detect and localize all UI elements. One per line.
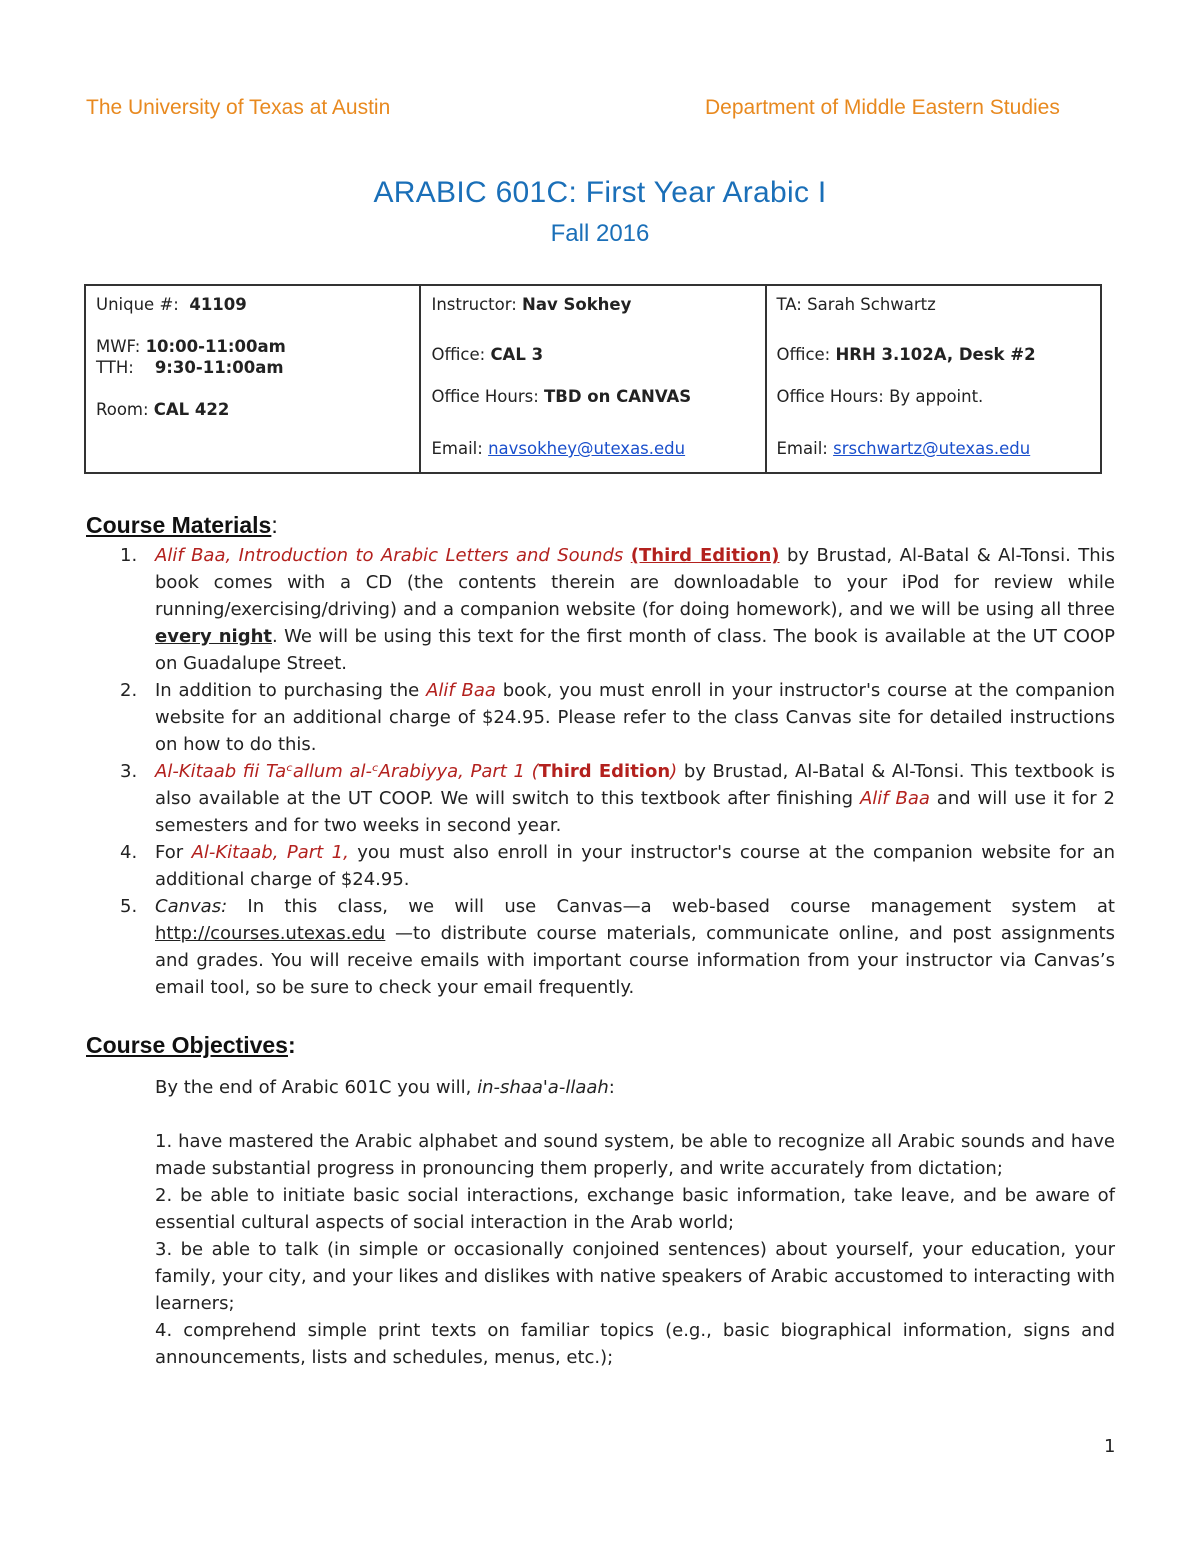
instructor-label: Instructor: <box>431 295 517 314</box>
instructor-office-value: CAL 3 <box>490 345 544 364</box>
course-materials-heading: Course Materials: <box>86 512 278 538</box>
instructor-email-link[interactable]: navsokhey@utexas.edu <box>488 439 686 458</box>
list-item: 2. be able to initiate basic social interactions, exchange basic information, take leave, and be aware of essential cultural aspects of social interaction in the Arab world; <box>155 1185 1115 1233</box>
ta-info-cell <box>766 285 1102 473</box>
canvas-label: Canvas: <box>155 896 228 917</box>
list-item: 3. be able to talk (in simple or occasionally conjoined sentences) about yourself, your education, your family, your city, and your likes and dislikes with native speakers of Arabic accustomed to interacting with learners; <box>155 1239 1115 1314</box>
list-item: 2. In addition to purchasing the Alif Baa book, you must enroll in your instructor's course at the companion website for an additional charge of $24.95. Please refer to the class Canvas site for detailed instructions on how to do this. <box>120 680 1115 755</box>
tth-label: TTH: <box>96 358 134 377</box>
instructor-hours-value: TBD on CANVAS <box>544 387 692 406</box>
instructor-name: Nav Sokhey <box>522 295 632 314</box>
unique-label: Unique #: <box>96 295 179 314</box>
instructor-hours-label: Office Hours: <box>431 387 539 406</box>
list-item: 4. For Al-Kitaab, Part 1, you must also enroll in your instructor's course at the companion website for an additional charge of $24.95. <box>120 842 1115 890</box>
section-info-cell <box>85 285 420 473</box>
list-item: 3. Al-Kitaab fii Taᶜallum al-ᶜArabiyya, Part 1 (Third Edition) by Brustad, Al-Batal & Al-Tonsi. This textbook is also available at the UT COOP. We will switch to this textbook after finishing Alif Baa and will use it for 2 semesters and for two weeks in second year. <box>120 761 1115 836</box>
book-title: Alif Baa <box>859 788 930 809</box>
objectives-intro: By the end of Arabic 601C you will, in-shaa'a-llaah: <box>155 1077 615 1098</box>
objectives-list <box>155 1128 1115 1371</box>
materials-list <box>120 542 1115 1001</box>
ta-label: TA: <box>776 295 802 314</box>
course-term: Fall 2016 <box>550 220 650 247</box>
ta-name: Sarah Schwartz <box>807 295 936 314</box>
edition-label: Third Edition <box>538 761 671 782</box>
book-title: Alif Baa <box>426 680 496 701</box>
list-item: 5. Canvas: In this class, we will use Canvas—a web-based course management system at http://courses.utexas.edu —to distribute course materials, communicate online, and post assignments and grades. You will receive emails with important course information from your instructor via Canvas’s email tool, so be sure to check your email frequently. <box>120 896 1115 998</box>
ta-email-link[interactable]: srschwartz@utexas.edu <box>833 439 1031 458</box>
ta-email-label: Email: <box>776 439 828 458</box>
book-title: Alif Baa, Introduction to Arabic Letters and Sounds <box>155 545 624 566</box>
tth-value: 9:30-11:00am <box>154 358 284 377</box>
instructor-office-label: Office: <box>431 345 486 364</box>
book-title: Al-Kitaab fii Taᶜallum al-ᶜArabiyya, Part 1 <box>155 761 525 782</box>
edition-label: (Third Edition) <box>630 545 780 566</box>
emphasis: every night <box>155 626 272 647</box>
book-title: Al-Kitaab, Part 1, <box>191 842 349 863</box>
list-item: 4. comprehend simple print texts on familiar topics (e.g., basic biographical information, signs and announcements, lists and schedules, menus, etc.); <box>155 1320 1115 1368</box>
course-title: ARABIC 601C: First Year Arabic I <box>373 176 827 209</box>
page-number: 1 <box>1104 1436 1116 1457</box>
department-name: Department of Middle Eastern Studies <box>705 96 1060 119</box>
list-item: 1. Alif Baa, Introduction to Arabic Letters and Sounds (Third Edition) by Brustad, Al-Batal & Al-Tonsi. This book comes with a CD (the contents therein are downloadable to your iPod for review while running/exercising/driving) and a companion website (for doing homework), and we will be using all three every night. We will be using this text for the first month of class. The book is available at the UT COOP on Guadalupe Street. <box>120 545 1115 674</box>
mwf-label: MWF: <box>96 337 141 356</box>
university-name: The University of Texas at Austin <box>86 96 391 119</box>
mwf-value: 10:00-11:00am <box>145 337 286 356</box>
course-objectives-heading: Course Objectives: <box>86 1032 296 1058</box>
unique-value: 41109 <box>189 295 247 314</box>
ta-hours-label: Office Hours: <box>776 387 884 406</box>
room-value: CAL 422 <box>153 400 230 419</box>
room-label: Room: <box>96 400 149 419</box>
list-item: 1. have mastered the Arabic alphabet and sound system, be able to recognize all Arabic sounds and have made substantial progress in pronouncing them properly, and write accurately from dictation; <box>155 1131 1115 1179</box>
ta-hours-value: By appoint. <box>889 387 984 406</box>
instructor-email-label: Email: <box>431 439 483 458</box>
ta-office-value: HRH 3.102A, Desk #2 <box>835 345 1036 364</box>
ta-office-label: Office: <box>776 345 831 364</box>
canvas-link[interactable]: http://courses.utexas.edu <box>155 923 386 944</box>
course-info-table <box>84 284 1102 474</box>
instructor-info-cell <box>420 285 765 473</box>
